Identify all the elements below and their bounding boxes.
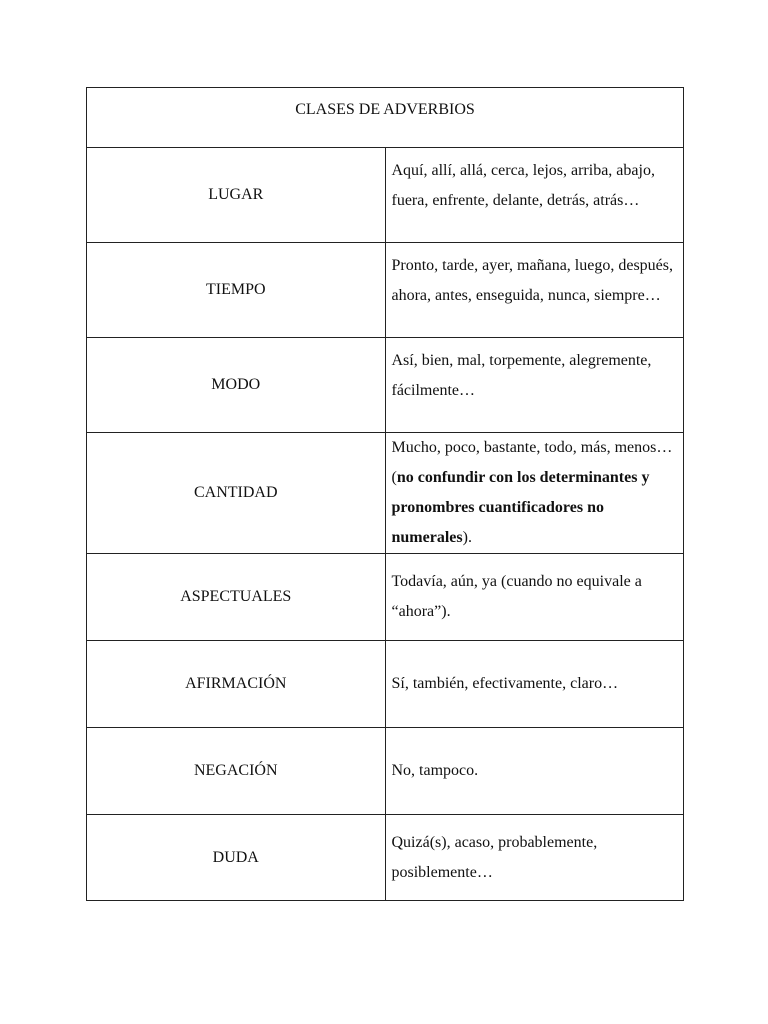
- table-row: [87, 433, 684, 554]
- examples-cell: Pronto, tarde, ayer, mañana, luego, después, ahora, antes, enseguida, nunca, siempre…: [385, 243, 684, 338]
- examples-cell: [385, 433, 684, 554]
- examples-cell: No, tampoco.: [385, 728, 684, 815]
- table-row: [87, 338, 684, 433]
- examples-cell: Así, bien, mal, torpemente, alegremente, fácilmente…: [385, 338, 684, 433]
- examples-cell: Sí, también, efectivamente, claro…: [385, 641, 684, 728]
- category-cell: LUGAR: [87, 148, 386, 243]
- examples-cell: Todavía, aún, ya (cuando no equivale a “ahora”).: [385, 554, 684, 641]
- category-cell: NEGACIÓN: [87, 728, 386, 815]
- table-row: [87, 641, 684, 728]
- examples-text: Mucho, poco, bastante, todo, más, menos… (: [391, 439, 673, 486]
- table-row: [87, 554, 684, 641]
- table-title: CLASES DE ADVERBIOS: [87, 88, 684, 148]
- examples-cell: Quizá(s), acaso, probablemente, posiblemente…: [385, 815, 684, 901]
- bold-note: no confundir con los determinantes y pronombres cuantificadores no numerales: [391, 469, 650, 546]
- table-header-row: [87, 88, 684, 148]
- category-cell: AFIRMACIÓN: [87, 641, 386, 728]
- note-end: ).: [462, 529, 472, 546]
- table-row: [87, 728, 684, 815]
- category-cell: ASPECTUALES: [87, 554, 386, 641]
- examples-cell: Aquí, allí, allá, cerca, lejos, arriba, abajo, fuera, enfrente, delante, detrás, atrás…: [385, 148, 684, 243]
- table-row: [87, 148, 684, 243]
- category-cell: CANTIDAD: [87, 433, 386, 554]
- table-row: [87, 243, 684, 338]
- table-row: [87, 815, 684, 901]
- adverb-classes-table: [86, 87, 684, 901]
- category-cell: MODO: [87, 338, 386, 433]
- category-cell: TIEMPO: [87, 243, 386, 338]
- category-cell: DUDA: [87, 815, 386, 901]
